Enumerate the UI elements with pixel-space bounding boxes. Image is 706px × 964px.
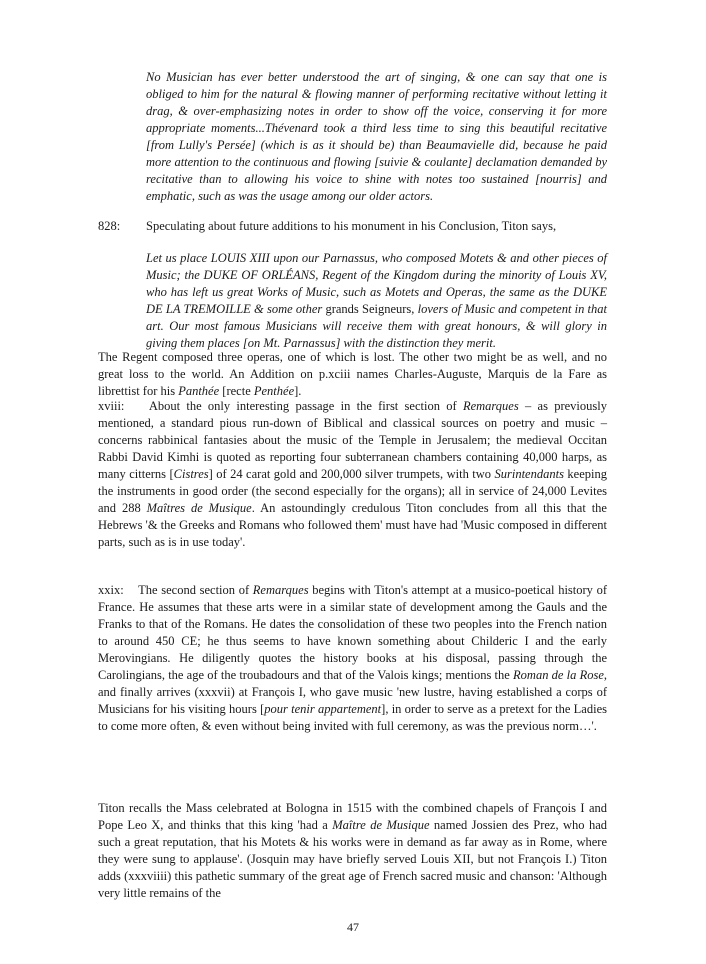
title-panthee: Panthée	[178, 384, 220, 398]
regent-text-a: The Regent composed three operas, one of which is lost. The other two might be as well, and no great loss to the world. An Addition on p.xciii names Charles-Auguste, Marquis de la Fare as librettist for his	[98, 350, 607, 398]
paragraph-regent	[98, 349, 607, 400]
term-pour-tenir-appartement: pour tenir appartement	[264, 702, 382, 716]
titon-text-b: named Jossien des Prez, who had such a great reputation, that his Motets & his works were in demand as far away as in Rome, where they were sung to applause'. (Josquin may have briefly served Louis XII, but not François I.) Titon adds (xxxviiii) this pathetic summary of the great age of French sacred music and chanson: 'Although very little remains of the	[98, 818, 608, 900]
grands-seigneurs: grands Seigneurs,	[325, 302, 415, 316]
title-penthee: Penthée	[253, 384, 295, 398]
page-number: 47	[347, 920, 359, 934]
term-maitre-de-musique: Maître de Musique	[332, 818, 430, 832]
term-maitres-de-musique: Maîtres de Musique	[146, 501, 252, 515]
xxix-text-a: xxix: The second section of	[98, 583, 253, 597]
title-roman-de-la-rose: Roman de la Rose	[513, 668, 604, 682]
quote-thevenard: No Musician has ever better understood the art of singing, & one can say that one is obliged to him for the natural & flowing manner of performing recitative without letting it drag, & over-emphasizing notes in order to show off the voice, conserving it for more appropriate moments...Thévenard took a third less time to sing this beautiful recitative [from Lully's Persée] (which is as it should be) than Beaumavielle did, because he paid more attention to the continuous and flowing [suivie & coulante] declamation demanded by recitative than to allowing his voice to shine with notes too sustained [nourris] and emphatic, such as was the usage among our older actors.	[146, 70, 607, 203]
quote-parnassus-part2: lovers of Music and competent in that art. Our most famous Musicians will receive them with great honours, & will glory in giving them places [on Mt. Parnassus] with the distinction they merit.	[146, 302, 608, 350]
regent-text-b: [recte	[219, 384, 254, 398]
term-cistres: Cistres	[173, 467, 209, 481]
xviii-text-d: keeping the instruments in good order (the second especially for the organs); all in service of 24,000 Levites and 288	[98, 467, 611, 515]
xviii-text-a: xviii: About the only interesting passage in the first section of	[98, 399, 463, 413]
title-remarques-2: Remarques	[252, 583, 309, 597]
note-number-828: 828:	[98, 219, 121, 233]
xxix-text-d: ], in order to serve as a pretext for the Ladies to come more often, & even without being invited with full ceremony, as was the previous norm…'.	[98, 702, 611, 733]
xviii-text-c: ] of 24 carat gold and 200,000 silver trumpets, with two	[208, 467, 495, 481]
xviii-text-e: . An astoundingly credulous Titon concludes from all this that the Hebrews '& the Greeks and Romans who followed them' must have had 'Music composed in different parts, such as is in use today'.	[98, 501, 611, 549]
titon-text-a: Titon recalls the Mass celebrated at Bologna in 1515 with the combined chapels of François I and Pope Leo X, and thinks that this king 'had a	[98, 801, 607, 832]
note-828-text: Speculating about future additions to his monument in his Conclusion, Titon says,	[146, 219, 557, 233]
title-remarques: Remarques	[462, 399, 519, 413]
xviii-text-b: – as previously mentioned, a standard pious run-down of Biblical and classical sources on poetry and music – concerns rabbinical fantasies about the music of the Temple in Jerusalem; the medieval Occitan Rabbi David Kimhi is quoted as reporting four subterranean chambers containing 40,000 harps, as many citterns [	[98, 399, 611, 481]
paragraph-xviii	[98, 398, 611, 551]
quote-parnassus-part1: Let us place LOUIS XIII upon our Parnassus, who composed Motets & and other pieces of Music; the DUKE OF ORLÉANS, Regent of the Kingdom during the minority of Louis XV, who has left us great Works of Music, such as Motets and Operas, the same as the DUKE DE LA TREMOILLE & some other	[146, 251, 607, 316]
regent-text-c: ].	[294, 384, 302, 398]
term-surintendants: Surintendants	[494, 467, 564, 481]
paragraph-titon-mass	[98, 800, 607, 902]
xxix-text-b: begins with Titon's attempt at a musico-poetical history of France. He assumes that these arts were in a similar state of development among the Gauls and the Franks to that of the Romans. He dates the consolidation of these two peoples into the French nation to around 450 CE; he thus seems to have known something about Childeric I and the early Merovingians. He diligently quotes the history books at his disposal, passing through the Carolingians, the age of the troubadours and that of the Valois kings; mentions the	[98, 583, 611, 682]
quote-parnassus	[146, 250, 607, 352]
xxix-text-c: , and finally arrives (xxxvii) at François I, who gave music 'new lustre, having established a corps of Musicians for his visiting hours [	[98, 668, 611, 716]
paragraph-xxix	[98, 582, 611, 735]
